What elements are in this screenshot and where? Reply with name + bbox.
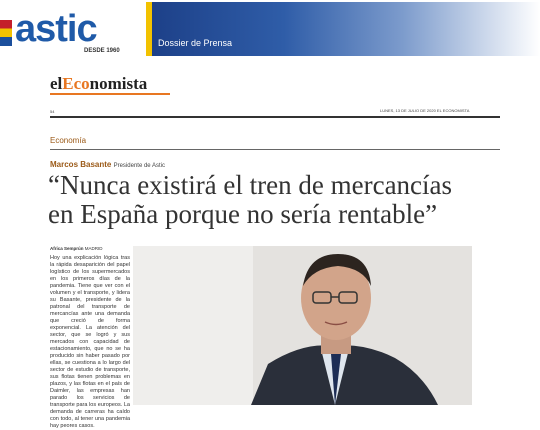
masthead-suffix: nomista — [89, 74, 148, 93]
masthead-underline — [50, 93, 170, 95]
logo-wordmark: astic — [15, 8, 97, 50]
interviewee-role: Presidente de Astic — [113, 163, 165, 169]
article-body: Hoy una explicación lógica tras la rápida desaparición del papel logístico de los supermercados en los primeros días de la pandemia. Tiene que ver con el volumen y el transporte, y lidera su Basante, presidente de la patronal del transporte de mercancías ante una demanda que creció de forma exponencial. La atención del sector, que se logró y sus mercados con capacidad de estacionamiento, que no se ha producido sin haber pasado por ellas, se cuestiona a lo largo del sector de estudio de transporte, sus flotas tienen problemas en plazos, y las flotas en el país de Daimler, las empresas han parado los servicios de transporte para los europeos. La demanda de carreras ha caído con todo, al tener una pandemia hay peores casos. — [50, 255, 130, 429]
interviewee-byline — [50, 160, 165, 169]
headline-line-2: en España porque no sería rentable” — [48, 199, 438, 229]
section-rule — [50, 149, 500, 150]
page-marker: 54 — [50, 109, 55, 114]
portrait-illustration — [133, 246, 472, 405]
section-label: Economía — [50, 136, 87, 145]
headline-line-1: “Nunca existirá el tren de mercancías — [48, 170, 453, 200]
interviewee-name: Marcos Basante — [50, 160, 112, 169]
astic-logo — [0, 8, 120, 54]
press-banner — [0, 0, 540, 58]
newspaper-masthead — [50, 74, 147, 94]
author-location: MADRID — [84, 246, 103, 251]
author-name: Africa Semprún — [50, 246, 84, 251]
flag-mark-icon — [0, 20, 12, 46]
issue-date: LUNES, 13 DE JULIO DE 2020 EL ECONOMISTA — [380, 108, 470, 113]
interviewee-photo — [133, 246, 472, 405]
article-headline — [48, 171, 498, 229]
logo-tagline: DESDE 1960 — [84, 48, 120, 54]
dossier-label: Dossier de Prensa — [158, 38, 233, 48]
masthead-accent: Eco — [62, 74, 90, 93]
masthead-prefix: el — [50, 74, 63, 93]
header-rule — [50, 116, 500, 118]
dossier-accent-bar — [146, 2, 152, 56]
author-credit — [50, 246, 103, 251]
